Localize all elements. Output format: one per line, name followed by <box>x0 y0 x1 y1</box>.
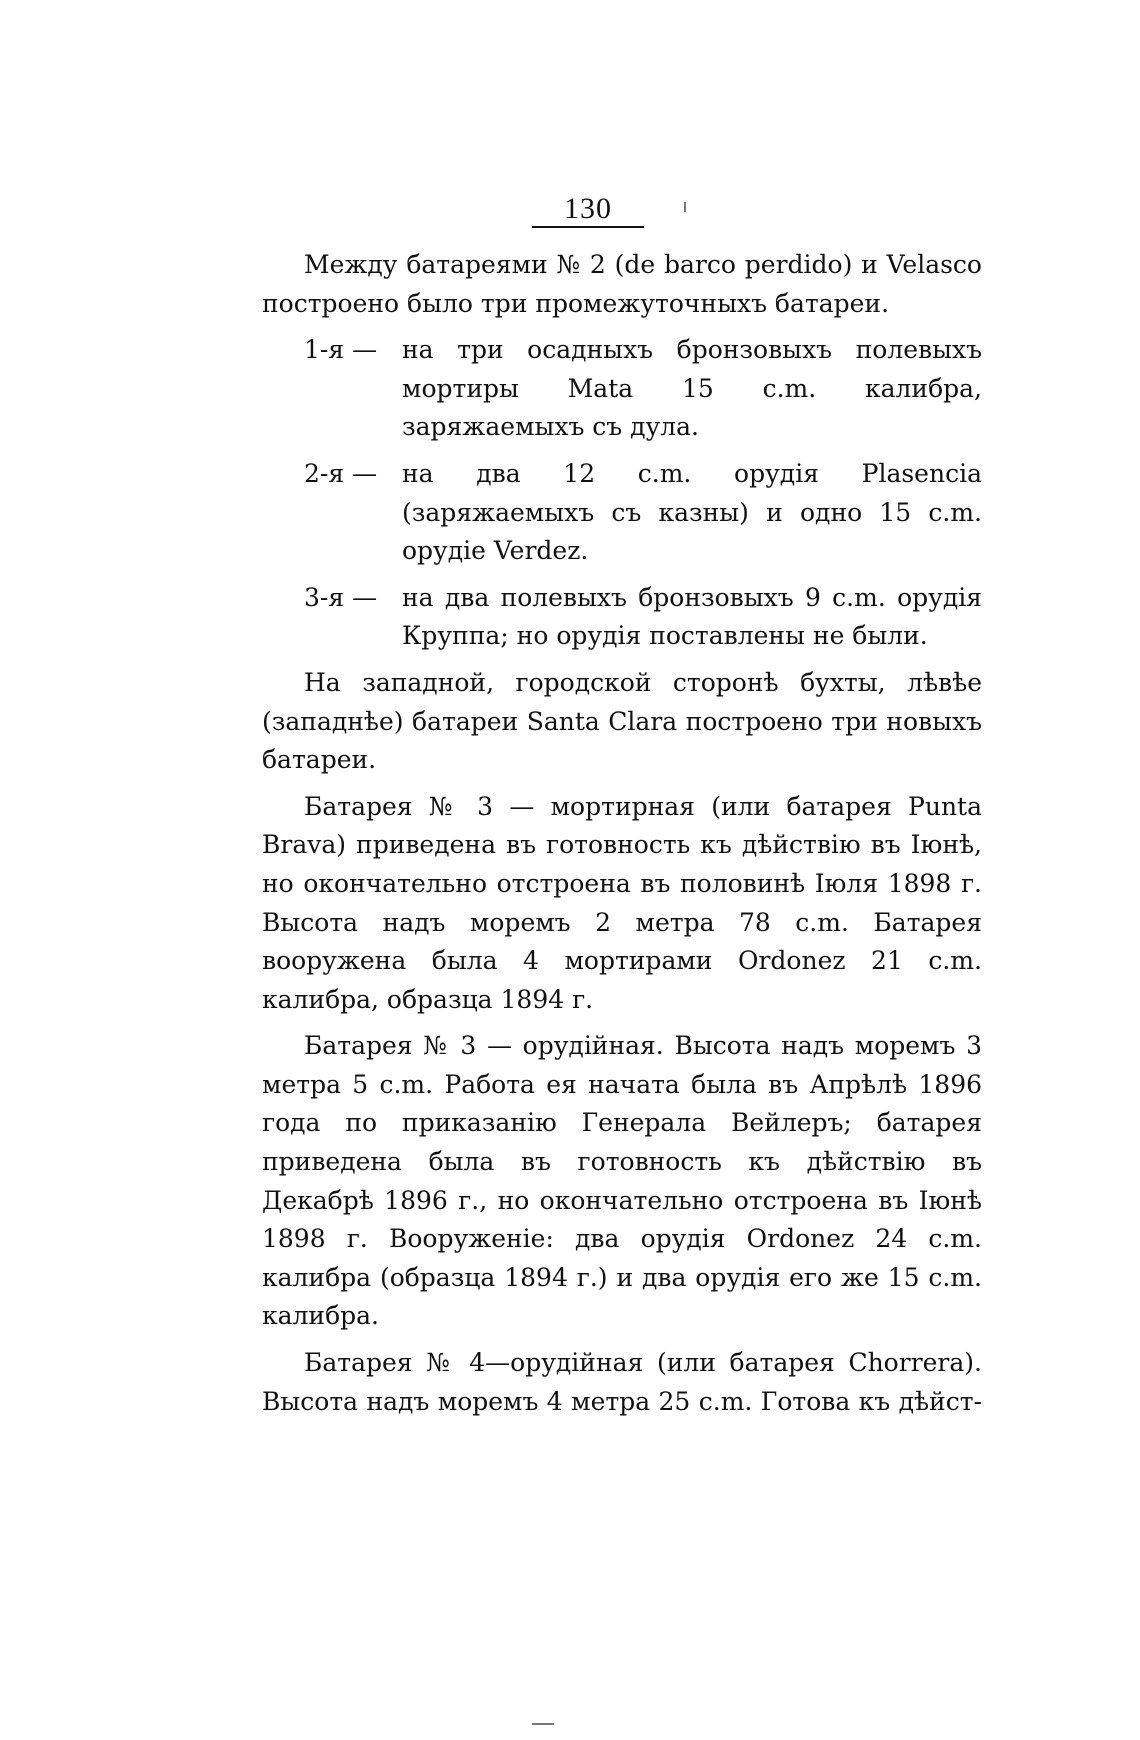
scan-speck <box>532 1723 554 1725</box>
paragraph-battery-3-mortar: Батарея № 3 — мортирная (или батарея Punta Brava) приведена въ готовность къ дѣйствію въ Іюнѣ, но окончательно отстроена въ половинѣ Іюля 1898 г. Высота надъ моремъ 2 метра 78 c.m. Батарея вооружена была 4 мортирами Ordonez 21 c.m. калибра, образца 1894 г. <box>262 791 982 1014</box>
battery-list-item <box>262 579 982 656</box>
scan-speck <box>684 202 686 212</box>
list-item-label: 3-я — <box>304 582 378 612</box>
intro-paragraph: Между батареями № 2 (de barco perdido) и Velasco построено было три промежуточныхъ батареи. <box>262 250 982 318</box>
battery-list-item <box>262 455 982 571</box>
list-item-text: на три осадныхъ бронзовыхъ полевыхъ мортиры Mata 15 c.m. калибра, заряжаемыхъ съ дула. <box>402 335 982 442</box>
paragraph-battery-4: Батарея № 4—орудійная (или батарея Chorrera). Высота надъ моремъ 4 метра 25 c.m. Готова къ дѣйст- <box>262 1348 982 1416</box>
list-item-label: 1-я — <box>304 335 378 365</box>
list-item-text: на два полевыхъ бронзовыхъ 9 c.m. орудія Круппа; но орудія поставлены не были. <box>402 582 982 651</box>
paragraph-battery-3-gun: Батарея № 3 — орудійная. Высота надъ моремъ 3 метра 5 c.m. Работа ея начата была въ Апрѣлѣ 1896 года по приказанію Генерала Вейлеръ; батарея приведена была въ готовность къ дѣйствію въ Декабрѣ 1896 г., но окончательно отстроена въ Іюнѣ 1898 г. Вооруженіе: два орудія Ordonez 24 c.m. калибра (образца 1894 г.) и два орудія его же 15 c.m. калибра. <box>262 1031 982 1331</box>
paragraph-west-side: На западной, городской сторонѣ бухты, лѣвѣе (западнѣе) батареи Santa Clara построено три новыхъ батареи. <box>262 667 982 775</box>
page-number: 130 <box>532 192 644 228</box>
body-text <box>262 246 982 1421</box>
list-item-text: на два 12 c.m. орудія Plasencia (заряжаемыхъ съ казны) и одно 15 c.m. орудіе Verdez. <box>402 458 982 566</box>
list-item-label: 2-я — <box>304 458 378 488</box>
battery-list-item <box>262 331 982 447</box>
